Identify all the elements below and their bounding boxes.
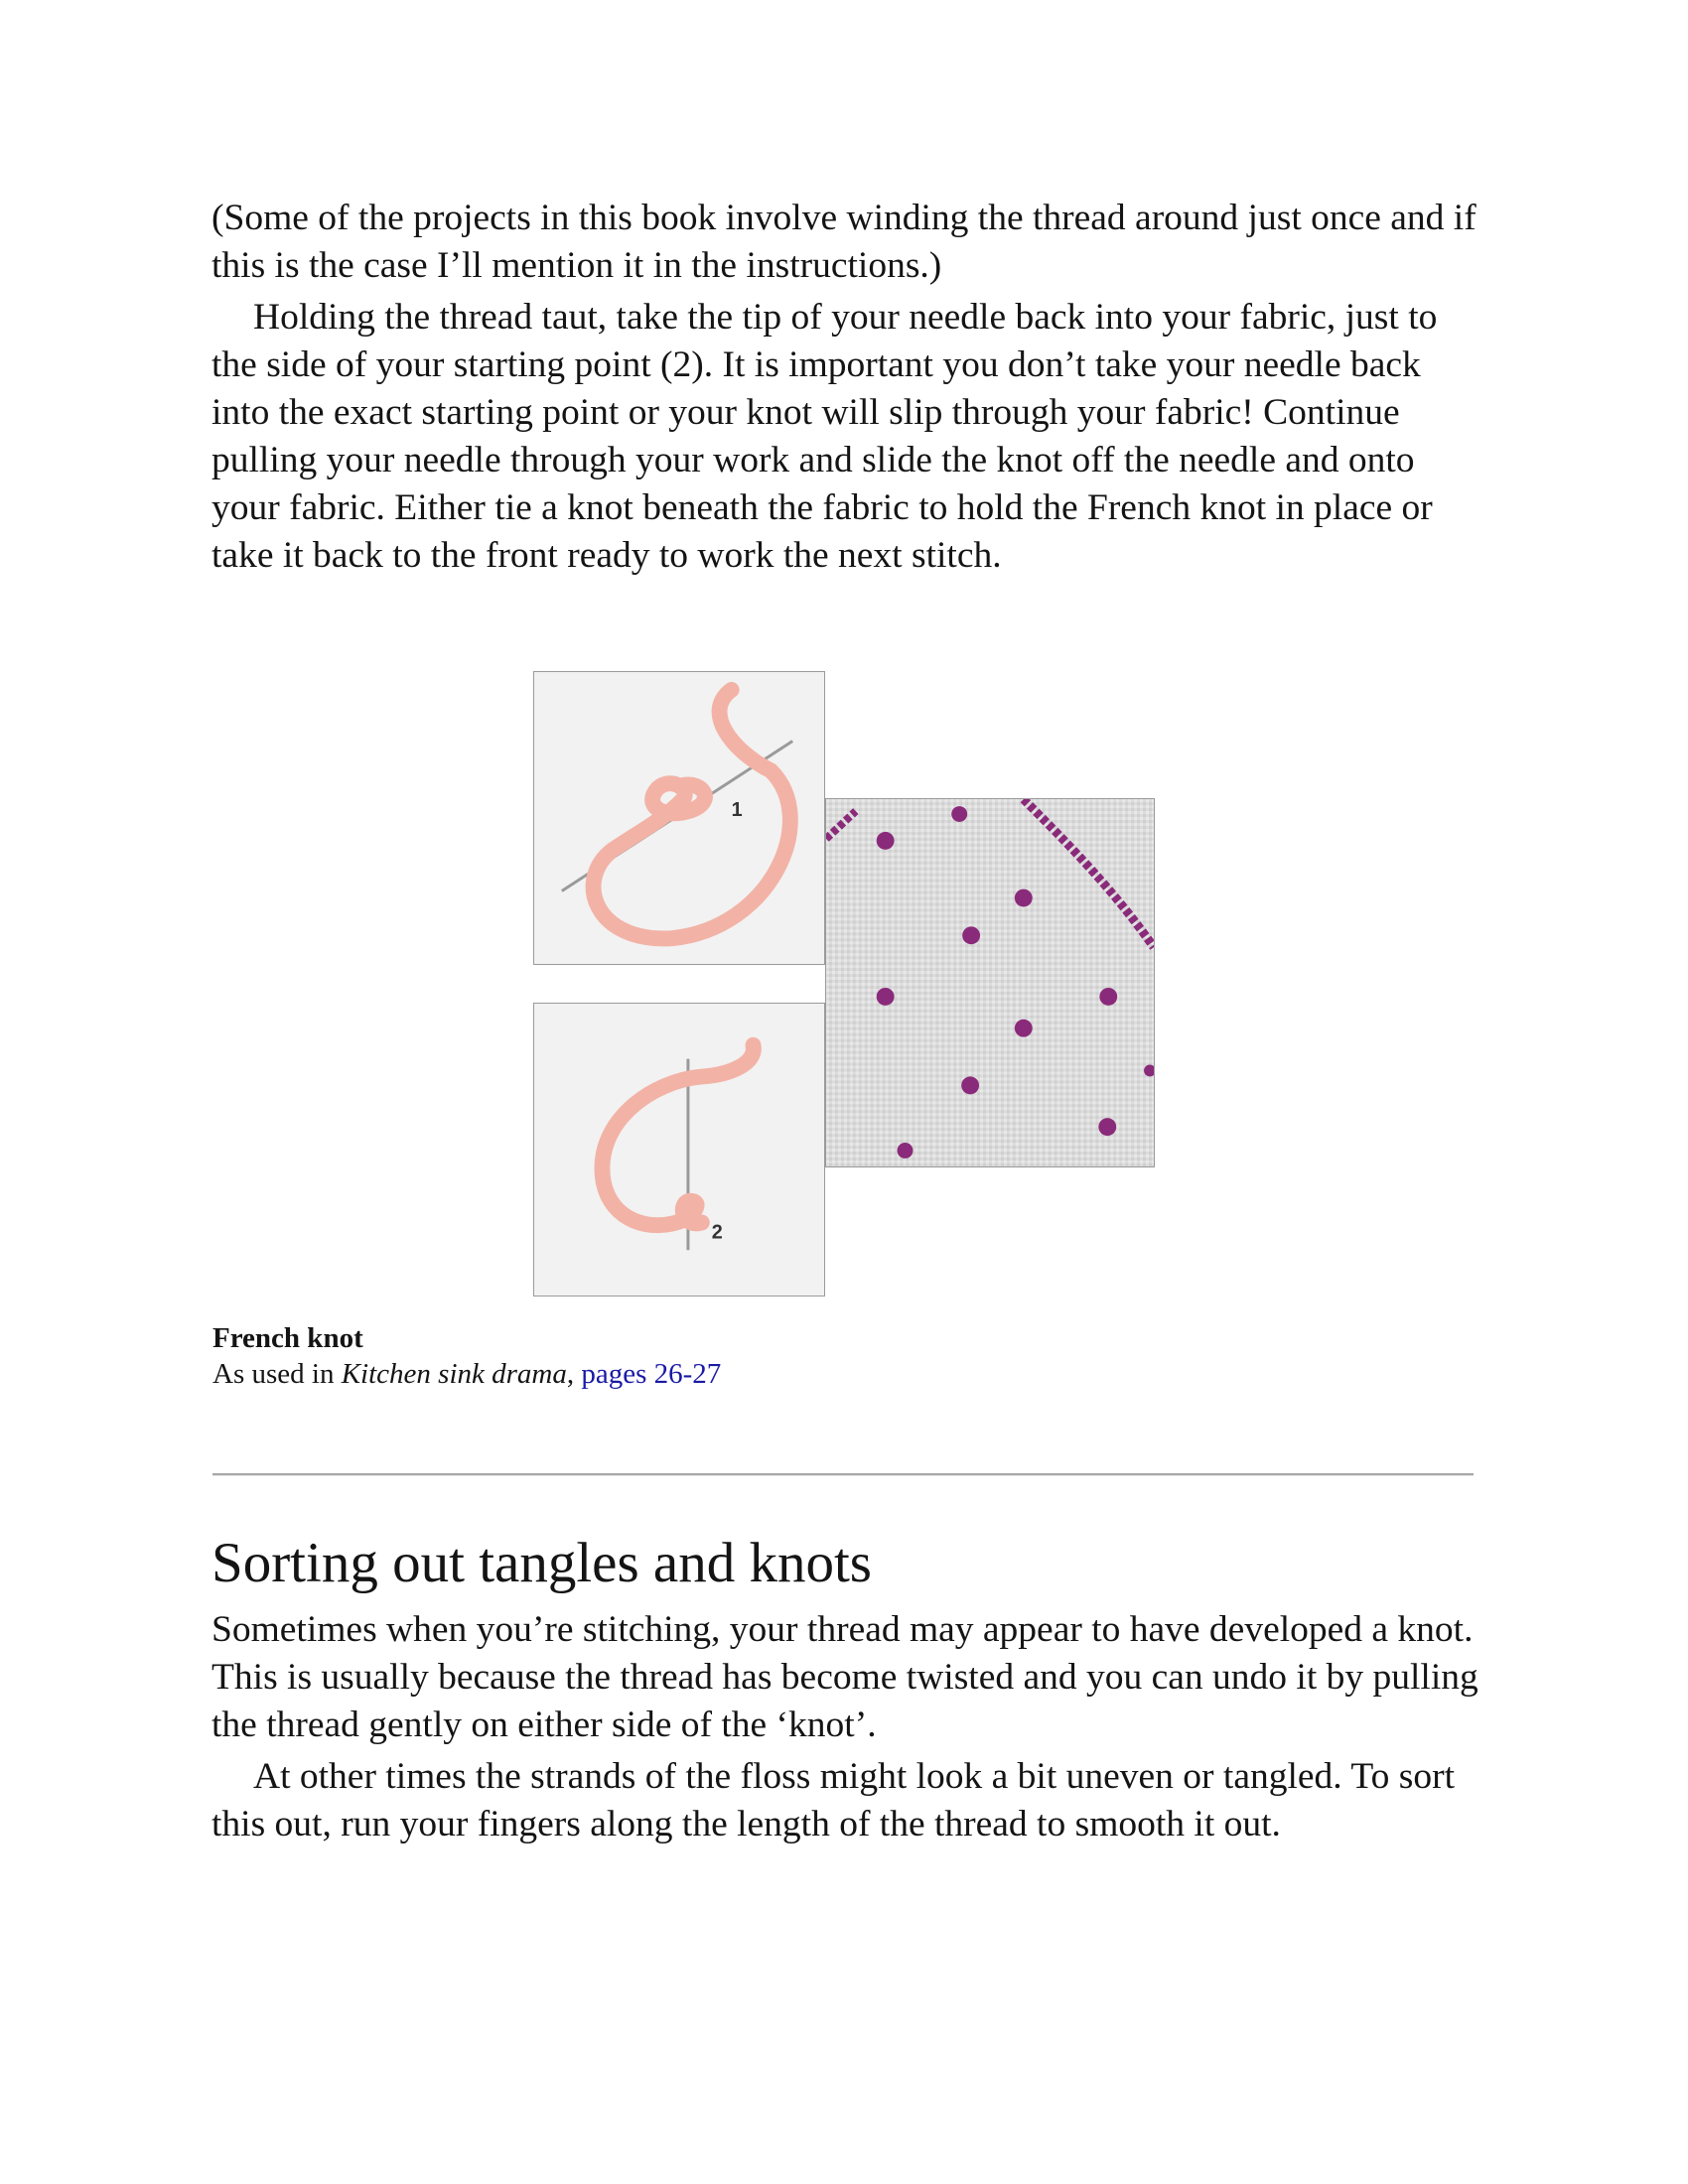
section-paragraph-2: At other times the strands of the floss might look a bit uneven or tangled. To sort this out, run your fingers along the length of the thread to smooth it out. bbox=[211, 1756, 1456, 1844]
step-2-diagram bbox=[533, 1003, 825, 1297]
section-divider bbox=[212, 1473, 1474, 1476]
thread bbox=[594, 690, 790, 939]
step-1-illustration bbox=[534, 672, 824, 964]
tangles-section bbox=[211, 1529, 1492, 1848]
step-1-label: 1 bbox=[731, 799, 743, 822]
pages-link[interactable]: pages 26-27 bbox=[581, 1358, 722, 1390]
step-2-label: 2 bbox=[711, 1221, 723, 1244]
finished-knots-photo bbox=[825, 798, 1155, 1167]
step-1-diagram bbox=[533, 671, 825, 965]
section-heading: Sorting out tangles and knots bbox=[211, 1532, 872, 1594]
caption-usage bbox=[212, 1356, 721, 1392]
intro-paragraph-1: (Some of the projects in this book involve winding the thread around just once and if this is the case I’ll mention it in the instructions.) bbox=[211, 198, 1477, 286]
caption-project-name: Kitchen sink drama bbox=[341, 1358, 567, 1390]
caption-used-prefix: As used in bbox=[212, 1358, 342, 1390]
knots-photo-illustration bbox=[826, 799, 1154, 1166]
french-knot-figure bbox=[533, 671, 1155, 1298]
thread bbox=[602, 1045, 753, 1225]
step-2-illustration bbox=[534, 1004, 824, 1296]
figure-caption bbox=[212, 1320, 721, 1392]
intro-paragraph-2: Holding the thread taut, take the tip of your needle back into your fabric, just to the side of your starting point (2). It is important you don’t take your needle back into the exact starting point or your knot will slip through your fabric! Continue pulling your needle through your work and slide the knot off the needle and onto your fabric. Either tie a knot beneath the fabric to hold the French knot in place or take it back to the front ready to work the next stitch. bbox=[211, 297, 1438, 576]
caption-title: French knot bbox=[212, 1322, 363, 1354]
intro-text bbox=[211, 195, 1482, 580]
section-paragraph-1: Sometimes when you’re stitching, your thread may appear to have developed a knot. This is usually because the thread has become twisted and you can undo it by pulling the thread gently on either side of the ‘knot’. bbox=[211, 1609, 1478, 1745]
caption-separator: , bbox=[566, 1358, 582, 1390]
